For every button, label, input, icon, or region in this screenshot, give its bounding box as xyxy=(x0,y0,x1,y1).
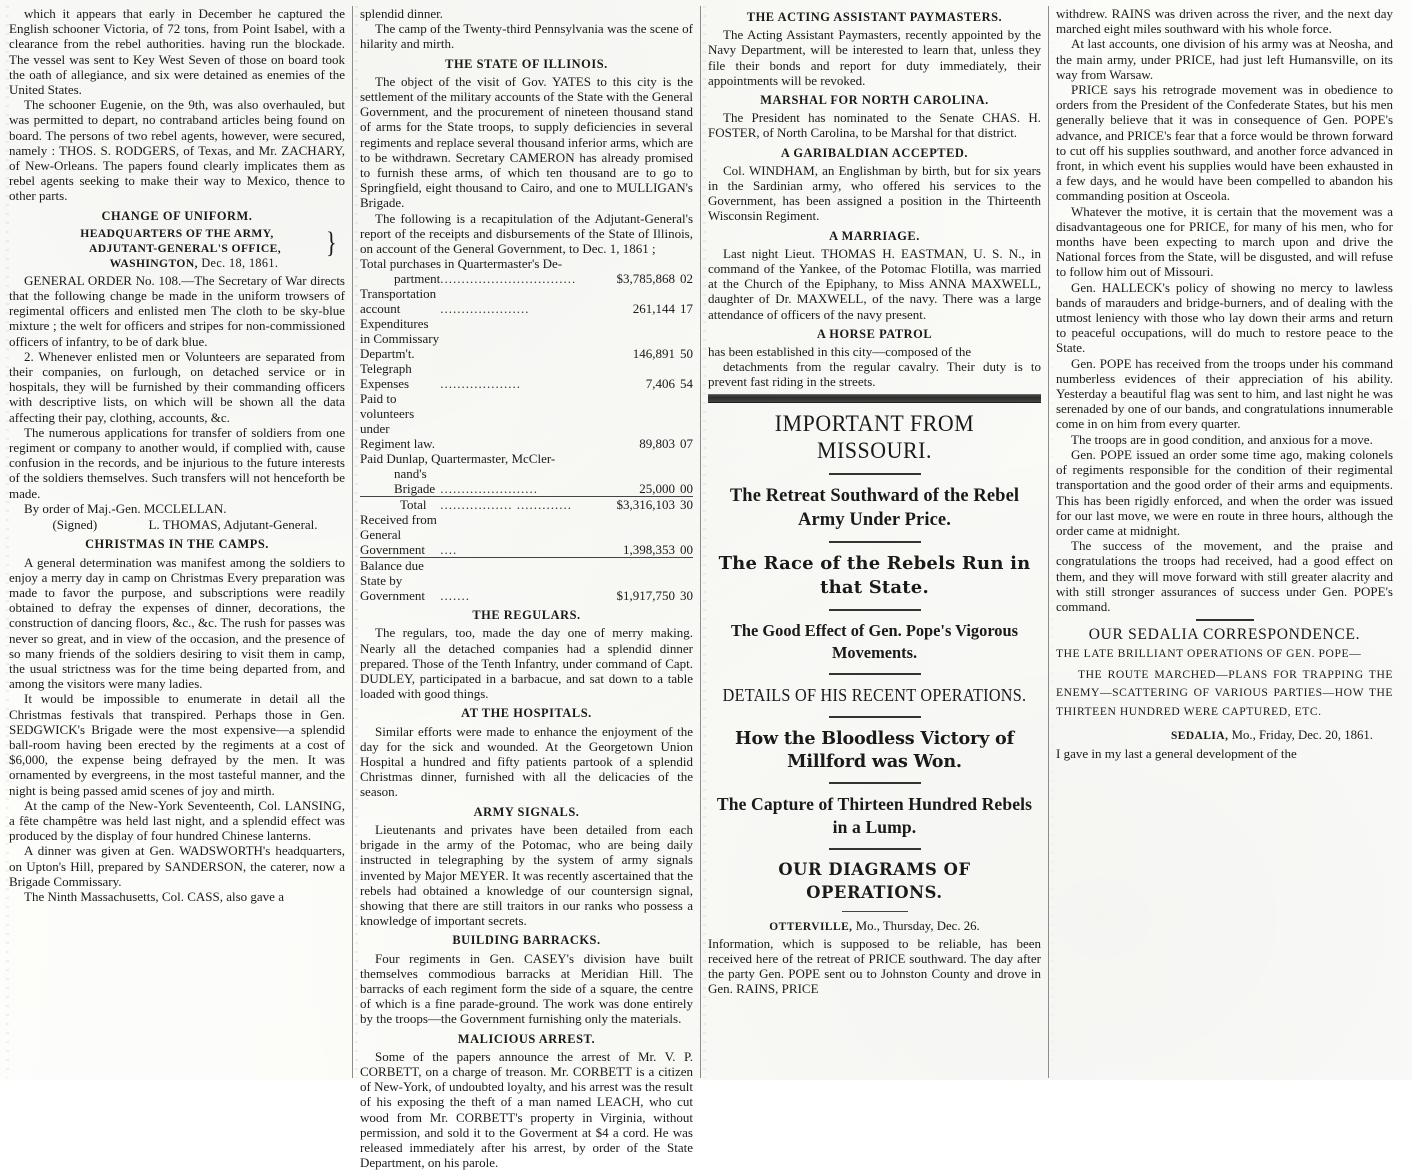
row-label-2: partment xyxy=(394,271,441,287)
dateline-city: WASHINGTON, xyxy=(109,256,198,270)
patrol-paragraph-2: detachments from the regular cavalry. Their duty is to prevent fast riding in the streets. xyxy=(708,359,1041,390)
row-amount: $3,785,868 xyxy=(616,271,675,287)
heading-a-horse-patrol: A HORSE PATROL xyxy=(816,326,933,341)
balance-cents: 30 xyxy=(675,558,693,604)
headline-deck-8: OUR DIAGRAMS OF OPERATIONS. xyxy=(778,859,971,903)
dispatch-date: Mo., Thursday, Dec. 26. xyxy=(855,918,980,933)
table-row-received xyxy=(360,512,693,558)
row-amount: 261,144 xyxy=(632,301,675,317)
total-label: Total xyxy=(360,497,440,513)
order-signature xyxy=(9,517,345,532)
heading-state-of-illinois: THE STATE OF ILLINOIS. xyxy=(445,56,608,71)
table-row xyxy=(360,271,693,286)
paragraph-9: The success of the movement, and the praise and congratulations the troops had received, had a good effect on them, and they will move forward with still greater alacrity and with still stronger assurances of success under Gen. POPE's command. xyxy=(1056,538,1393,614)
table-row-balance xyxy=(360,558,693,604)
paragraph-2: At last accounts, one division of his army was at Neosha, and the main army, under PRICE, had just left Humansville, on its way from Warsaw. xyxy=(1056,36,1393,82)
patrol-paragraph-1: has been established in this city—composed of the xyxy=(708,344,972,360)
rule-divider xyxy=(829,541,921,543)
illinois-paragraph-2: The following is a recapitulation of the Adjutant-General's report of the receipts and disbursements of the State of Illinois, on account of the General Government, to Dec. 1, 1861 ; xyxy=(360,210,693,257)
dispatch-place: SEDALIA, xyxy=(1170,730,1229,743)
dispatch-date: Mo., Friday, Dec. 20, 1861. xyxy=(1231,728,1373,743)
marshal-paragraph: The President has nominated to the Senate CHAS. H. FOSTER, of North Carolina, to be Marshal for that district. xyxy=(708,110,1041,141)
row-label: Telegraph Expenses xyxy=(360,361,412,392)
row-label: Expenditures in Commissary Departm't. xyxy=(360,316,440,362)
received-amount: 1,398,353 xyxy=(623,542,675,558)
heavy-rule xyxy=(708,394,1041,403)
order-paragraph-3: The numerous applications for transfer of soldiers from one regiment or company to another would, if complied with, cause confusion in the records, and be injurious to the future interests of the soldiers themselves. Such transfers will not henceforth be made. xyxy=(9,424,345,501)
row-leader: ....... xyxy=(440,558,612,604)
rule-divider xyxy=(829,609,921,611)
row-cents: 17 xyxy=(680,301,693,317)
dateline-line-3 xyxy=(9,256,345,271)
brace-glyph: } xyxy=(326,225,338,259)
headline-deck-4: The Good Effect of Gen. Pope's Vigorous Movements. xyxy=(731,620,1018,662)
order-dateline xyxy=(9,226,345,271)
table-row xyxy=(360,286,693,316)
row-leader: ................................ xyxy=(440,271,577,287)
christmas-paragraph-5: The Ninth Massachusetts, Col. CASS, also gave a xyxy=(24,888,284,904)
row-cents: 00 xyxy=(680,481,693,497)
signed-label: (Signed) xyxy=(52,517,98,533)
table-row xyxy=(360,466,693,497)
table-row xyxy=(360,256,693,271)
heading-garibaldian-accepted: A GARIBALDIAN ACCEPTED. xyxy=(780,145,969,160)
illinois-paragraph-1: The object of the visit of Gov. YATES to this city is the settlement of the military accounts of the State with the General Government, and the procurement of nineteen thousand stand of arms for the State troops, to supply deficiencies in several regiments and replace several thousand inferior arms, which are to be withdrawn. Secretary CAMERON has already promised to furnish these arms, of which ten thousand are to go to Springfield, eight thousand to Cairo, and one to MULLIGAN's Brigade. xyxy=(360,73,693,211)
table-row xyxy=(360,391,693,451)
continued-line: splendid dinner. xyxy=(360,6,444,21)
row-amount: 25,000 xyxy=(639,481,675,497)
schooner-paragraph: The schooner Eugenie, on the 9th, was also overhauled, but was permitted to depart, no contraband articles being found on board. The persons of two rebel agents, however, were secured, namely : THOS. S. RODGERS, of Texas, and Mr. ZACHARY, of New-Orleans. The papers found clearly implicates them as rebel agents seeking to make their way to Mexico, thence to other parts. xyxy=(9,97,345,204)
finance-table xyxy=(360,256,693,603)
correspondence-subhead-rest xyxy=(1056,666,1393,722)
finance-table-body xyxy=(360,256,693,603)
rule-divider xyxy=(1196,619,1254,621)
column-3 xyxy=(700,6,1048,1078)
dispatch-place: OTTERVILLE, xyxy=(769,920,853,933)
rule-divider xyxy=(829,782,921,784)
headline-stack xyxy=(708,394,1041,912)
row-label-2: nand's Brigade xyxy=(394,466,436,497)
order-byline: By order of Maj.-Gen. MCCLELLAN. xyxy=(24,500,227,516)
headline-deck-7: The Capture of Thirteen Hundred Rebels in a Lump. xyxy=(716,793,1033,837)
row-label: Paid to volunteers under Regiment law. xyxy=(360,391,435,452)
headline-deck-2: The Retreat Southward of the Rebel Army Under Price. xyxy=(729,485,1020,530)
paragraph-3: PRICE says his retrograde movement was in obedience to orders from the President of the Confederate States, but his men generally believe that it was in consequence of Gen. POPE's advance, and PRICE's fear that a force would be thrown forward to cut off his supplies southward, and another force advanced in front, in which event his supplies would have been exhausted in a few days, and he would have been compelled to abandon his commanding position at Osceola. xyxy=(1056,82,1393,204)
column-2 xyxy=(352,6,700,1170)
dateline-line-2: ADJUTANT-GENERAL'S OFFICE, xyxy=(88,241,282,255)
heading-christmas-in-the-camps: CHRISTMAS IN THE CAMPS. xyxy=(85,537,269,552)
regulars-paragraph: The regulars, too, made the day one of merry making. Nearly all the detached companies had a splendid dinner prepared. Those of the Tenth Infantry, under command of Capt. DUDLEY, participated in a barbacue, and sat down to a table loaded with good things. xyxy=(360,625,693,702)
order-paragraph-2: 2. Whenever enlisted men or Volunteers are separated from their companies, on furlough, on detached service or in hospitals, they will be furnished by their commanding officers with descriptive lists, on which will be shown all the data affecting their pay, clothing, accounts, &c. xyxy=(9,348,345,425)
final-paragraph: I gave in my last a general development of the xyxy=(1056,745,1297,761)
christmas-paragraph-2: It would be impossible to enumerate in detail all the Christmas festivals that transpired. Perhaps those in Gen. SEDGWICK's Brigade were the most expensive—a splendid ball-room having been erected by the regiments at a cost of $6,000, the expense being defrayed by the men. It was ornamented by evergreens, in the most tasteful manner, and the night is being passed amid scenes of joy and mirth. xyxy=(9,691,345,798)
row-leader: ..................... xyxy=(440,301,530,317)
rule-divider xyxy=(829,473,921,475)
heading-acting-assistant-paymasters: THE ACTING ASSISTANT PAYMASTERS. xyxy=(746,10,1003,24)
christmas-paragraph-3: At the camp of the New-York Seventeenth, Col. LANSING, a fête champêtre was held last night, and a splendid effect was produced by the display of four hundred Chinese lanterns. xyxy=(9,797,345,844)
dateline-date: Dec. 18, 1861. xyxy=(201,255,279,270)
row-label: Total purchases in Quartermaster's De- xyxy=(360,256,563,272)
table-row xyxy=(360,361,693,391)
row-amount: 146,891 xyxy=(632,346,675,362)
row-leader: ................... xyxy=(440,376,521,392)
row-leader: ....................... xyxy=(440,481,538,497)
rule-divider xyxy=(842,911,908,912)
dateline-line-1: HEADQUARTERS OF THE ARMY, xyxy=(80,226,274,240)
table-row xyxy=(360,451,693,466)
dispatch-paragraph: Information, which is supposed to be reliable, has been received here of the retreat of PRICE southward. The day after the party Gen. POPE sent ou to Johnston County and drove in Gen. RAINS, PRICE xyxy=(708,935,1041,997)
row-leader: ................. ............. xyxy=(440,497,612,513)
headline-deck-6: How the Bloodless Victory of Millford was Won. xyxy=(735,727,1014,772)
row-label: Paid Dunlap, Quartermaster, McCler- xyxy=(360,451,556,467)
rule-divider xyxy=(829,848,921,850)
heading-malicious-arrest: MALICIOUS ARREST. xyxy=(457,1031,596,1046)
column-1 xyxy=(4,6,352,1078)
headline-deck-5: DETAILS OF HIS RECENT OPERATIONS. xyxy=(722,684,1027,705)
jump-paragraph: which it appears that early in December he captured the English schooner Victoria, of 72 tons, from Point Isabel, with a clearance from the rebel authorities. having run the blockade. The vessel was sent to Key West Seven of those on board took the oath of allegiance, and six were detained as enemies of the United States. xyxy=(9,6,345,98)
arrest-paragraph: Some of the papers announce the arrest of Mr. V. P. CORBETT, on a charge of treason. Mr. CORBETT is a citizen of New-York, of undoubted loyalty, and his arrest was the result of his exposing the theft of a man named LEACH, who cut wood from Mr. CORBETT's property in Virginia, without permission, and sold it to the Goverment at $4 a cord. He was released immediately after his arrest, by order of the State Department, on his parole. xyxy=(360,1048,693,1170)
signer-name: L. THOMAS, Adjutant-General. xyxy=(148,517,318,533)
heading-marshal-north-carolina: MARSHAL FOR NORTH CAROLINA. xyxy=(760,93,989,108)
balance-label: Balance due State by Government xyxy=(360,558,440,604)
barracks-paragraph: Four regiments in Gen. CASEY's division have built themselves commodious barracks at Meridian Hill. The barracks of each regiment form the side of a square, the centre of which is a fine parade-ground. The work was done entirely by the troops—the Government furnishing only the materials. xyxy=(360,950,693,1027)
correspondence-subhead-line-1: THE LATE BRILLIANT OPERATIONS OF GEN. POPE— xyxy=(1056,647,1362,661)
marriage-paragraph: Last night Lieut. THOMAS H. EASTMAN, U. S. N., in command of the Yankee, of the Potomac Flotilla, was married at the Church of the Epiphany, to Miss ANNA MAXWELL, daughter of Dr. MAXWELL, of the navy. There was a large attendance of officers of the navy present. xyxy=(708,245,1041,322)
dispatch-dateline xyxy=(708,919,1041,935)
rule-divider xyxy=(829,716,921,718)
row-cents: 54 xyxy=(680,376,693,392)
headline-main: IMPORTANT FROM MISSOURI. xyxy=(774,410,975,463)
paragraph-4: Whatever the motive, it is certain that the movement was a disadvantageous one for PRICE, for many of his men, who for months have been expecting to march upon and drive the National forces from the State, will be disgusted, and will refuse to follow him out of Missouri. xyxy=(1056,203,1393,280)
headline-deck-3: The Race of the Rebels Run in that State. xyxy=(718,552,1031,598)
christmas-paragraph-4: A dinner was given at Gen. WADSWORTH's headquarters, on Upton's Hill, prepared by SANDERSON, the caterer, now a Brigade Commissary. xyxy=(9,843,345,889)
sedalia-dateline xyxy=(1056,728,1393,744)
order-paragraph-1: GENERAL ORDER No. 108.—The Secretary of War directs that the following change be made in the uniform trowsers of regimental officers and enlisted men The cloth to be sky-blue mixture ; the welt for officers and stripes for non-commissioned officers of infantry, to be of dark blue. xyxy=(9,272,345,349)
received-label: Received from General Government xyxy=(360,512,437,558)
subhead-text: THE ROUTE MARCHED—PLANS FOR TRAPPING THE ENEMY—SCATTERING OF VARIOUS PARTIES—HOW THE THIRTEEN HUNDRED WERE CAPTURED, ETC. xyxy=(1056,667,1393,718)
rule-divider xyxy=(829,673,921,675)
signals-paragraph: Lieutenants and privates have been detailed from each brigade in the army of the Potomac, who are being daily instructed in telegraphing by the system of army signals invented by Major MEYER. It was recently ascertained that the rebels had obtained a knowledge of our countersign signal, showing that there are still traitors in our ranks who possess a knowledge of important secrets. xyxy=(360,821,693,929)
hospitals-paragraph: Similar efforts were made to enhance the enjoyment of the day for the sick and wounded. At the Georgetown Union Hospital a hundred and fifty patients partook of a splendid Christmas dinner, furnished with all the delicacies of the season. xyxy=(360,723,693,800)
row-leader xyxy=(440,391,612,451)
heading-building-barracks: BUILDING BARRACKS. xyxy=(452,933,601,948)
heading-at-the-hospitals: AT THE HOSPITALS. xyxy=(461,706,592,721)
row-leader xyxy=(440,316,612,361)
column-4 xyxy=(1048,6,1400,1078)
heading-change-of-uniform: CHANGE OF UNIFORM. xyxy=(101,208,253,223)
row-cents: 07 xyxy=(680,436,693,452)
paragraph-8: Gen. POPE issued an order some time ago, making colonels of regiments responsible for the condition of their regimental transportation and the good order of their arms and equipments. This has been rigidly enforced, and when the order was issued for our last move, we were en route in three hours, although the order came at midnight. xyxy=(1056,446,1393,538)
christmas-paragraph-1: A general determination was manifest among the soldiers to enjoy a merry day in camp on Christmas Every preparation was made to favor the purpose, and subscriptions were readily obtained to defray the expenses of dinner, decorations, the construction of dancing floors, &c., &c. The rush for passes was never so great, and in view of the occasion, and the presence of so many friends of the soldiers desiring to visit them in camp, the usual strictness was for the time being departed from, and among the visitors were many ladies. xyxy=(9,554,345,692)
received-cents: 00 xyxy=(680,542,693,558)
row-leader: .... xyxy=(440,542,458,558)
paragraph-5: Gen. HALLECK's policy of showing no mercy to lawless bands of marauders and bridge-burners, and of dealing with the utmost leniency with those who lay down their arms and return to peaceful occupations, will do much to restore peace to the State. xyxy=(1056,279,1393,356)
total-cents: 30 xyxy=(675,497,693,513)
heading-a-marriage: A MARRIAGE. xyxy=(829,228,920,243)
table-row-total xyxy=(360,497,693,513)
paragraph-6: Gen. POPE has received from the troops under his command numberless evidences of their appreciation of his ability. Yesterday a beautiful flag was sent to him, and last night he was serenaded by one of our bands, and congratulations innumerable come in on him from every quarter. xyxy=(1056,355,1393,432)
heading-sedalia-correspondence: OUR SEDALIA CORRESPONDENCE. xyxy=(1088,626,1361,644)
heading-army-signals: ARMY SIGNALS. xyxy=(473,804,580,819)
heading-the-regulars: THE REGULARS. xyxy=(472,608,581,623)
row-amount: 7,406 xyxy=(645,376,675,392)
garibaldian-paragraph: Col. WINDHAM, an Englishman by birth, but for six years in the Sardinian army, who offered his services to the Government, has been assigned a position in the Thirteenth Wisconsin Regiment. xyxy=(708,162,1041,224)
row-cents: 50 xyxy=(680,346,693,362)
continued-paragraph: withdrew. RAINS was driven across the river, and the next day marched eight miles southward with his whole force. xyxy=(1056,6,1393,37)
table-row xyxy=(360,316,693,361)
row-label: Transportation account xyxy=(360,286,437,317)
balance-amount: $1,917,750 xyxy=(613,558,676,604)
row-cents: 02 xyxy=(680,271,693,287)
total-amount: $3,316,103 xyxy=(613,497,676,513)
row-amount: 89,803 xyxy=(639,436,675,452)
paymasters-paragraph: The Acting Assistant Paymasters, recently appointed by the Navy Department, will be interested to learn that, unless they file their bonds and report for duty immediately, their appointments will be revoked. xyxy=(708,27,1041,88)
paragraph-7: The troops are in good condition, and anxious for a move. xyxy=(1071,431,1373,447)
pennsylvania-paragraph: The camp of the Twenty-third Pennsylvania was the scene of hilarity and mirth. xyxy=(360,21,693,52)
